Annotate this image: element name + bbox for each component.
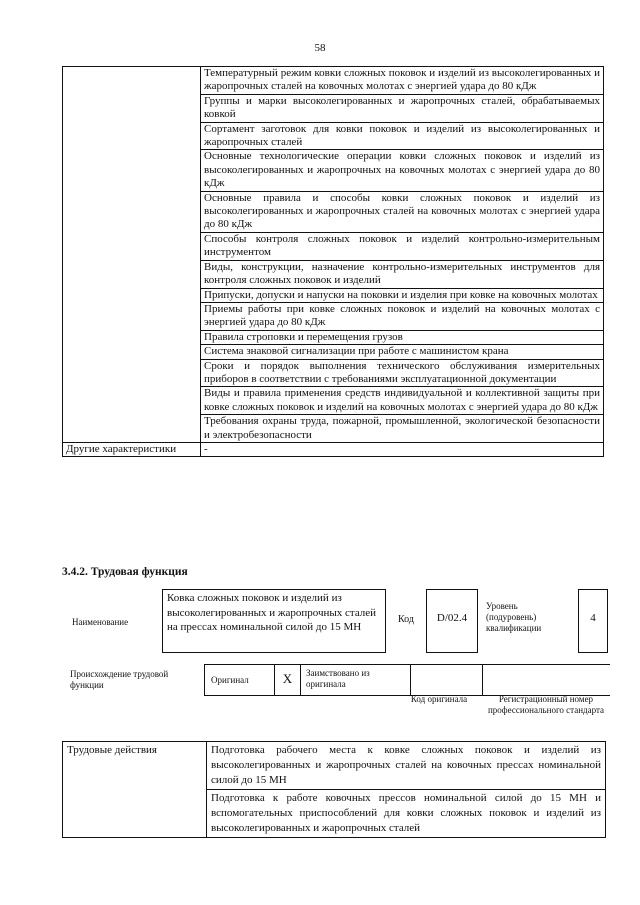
- empty-label-cell: [63, 67, 201, 443]
- level-label: Уровень (подуровень) квалификации: [486, 601, 542, 633]
- origin-label: Происхождение трудовой функции: [70, 669, 169, 690]
- labor-actions-label: Трудовые действия: [63, 742, 207, 838]
- code-original-cell: [410, 665, 482, 695]
- table-cell: Припуски, допуски и напуски на поковки и изделия при ковке на ковочных молотах: [201, 288, 604, 302]
- name-label: Наименование: [72, 617, 129, 627]
- table-row: [63, 742, 606, 790]
- origin-row: [204, 664, 610, 696]
- page-number: 58: [314, 42, 326, 54]
- table-cell: Виды, конструкции, назначение контрольно-измерительных инструментов для контроля сложных поковок и изделий: [201, 260, 604, 288]
- table-cell: Сроки и порядок выполнения технического обслуживания измерительных приборов в соответствии с требованиями эксплуатационной документации: [201, 359, 604, 387]
- table-cell: Система знаковой сигнализации при работе с машинистом крана: [201, 345, 604, 359]
- other-characteristics-value: -: [201, 442, 604, 456]
- table-cell: Подготовка к работе ковочных прессов номинальной силой до 15 МН и вспомогательных приспособлений для ковки сложных поковок и изделий из высоколегированных и жаропрочных сталей: [207, 790, 606, 838]
- labor-actions-table: [62, 741, 606, 838]
- reg-number-caption: Регистрационный номер профессионального стандарта: [487, 694, 605, 715]
- other-characteristics-label: Другие характеристики: [63, 442, 201, 456]
- table-cell: Сортамент заготовок для ковки поковок и изделий из высоколегированных и жаропрочных сталей: [201, 122, 604, 150]
- table-cell: Приемы работы при ковке сложных поковок и изделий на ковочных молотах с энергией удара до 80 кДж: [201, 302, 604, 330]
- table-cell: Требования охраны труда, пожарной, промышленной, экологической безопасности и электробезопасности: [201, 415, 604, 443]
- code-label: Код: [398, 614, 414, 625]
- table-cell: Температурный режим ковки сложных поковок и изделий из высоколегированных и жаропрочных сталей на ковочных молотах с энергией удара до 80 кДж: [201, 67, 604, 95]
- table-row: [63, 442, 604, 456]
- function-name: Ковка сложных поковок и изделий из высоколегированных и жаропрочных сталей на прессах номинальной силой до 15 МН: [162, 589, 386, 653]
- table-cell: Способы контроля сложных поковок и изделий контрольно-измерительным инструментом: [201, 232, 604, 260]
- code-original-caption: Код оригинала: [410, 694, 468, 704]
- section-title: 3.4.2. Трудовая функция: [62, 566, 188, 578]
- table-cell: Подготовка рабочего места к ковке сложных поковок и изделий из высоколегированных и жаропрочных сталей на ковочных прессах номинальной силой до 15 МН: [207, 742, 606, 790]
- borrowed-label: Заимствовано из оригинала: [306, 668, 370, 689]
- table-cell: Правила строповки и перемещения грузов: [201, 330, 604, 344]
- original-cell: [204, 665, 274, 695]
- table-cell: Основные технологические операции ковки сложных поковок и изделий из высоколегированных и жаропрочных на ковочных молотах с энергией удара до 80 кДж: [201, 150, 604, 191]
- reg-number-cell: [482, 665, 610, 695]
- original-mark: X: [274, 665, 300, 695]
- function-code: D/02.4: [426, 589, 478, 653]
- qualification-level: 4: [578, 589, 608, 653]
- table-cell: Основные правила и способы ковки сложных поковок и изделий из высоколегированных и жаропрочных сталей на ковочных молотах с энергией удара до 80 кДж: [201, 191, 604, 232]
- table-cell: Группы и марки высоколегированных и жаропрочных сталей, обрабатываемых ковкой: [201, 94, 604, 122]
- knowledge-table: [62, 66, 604, 457]
- table-row: [63, 67, 604, 95]
- borrowed-cell: [300, 665, 410, 695]
- original-label: Оригинал: [211, 675, 249, 685]
- table-cell: Виды и правила применения средств индивидуальной и коллективной защиты при ковке сложных поковок и изделий на ковочных молотах с энергией удара до 80 кДж: [201, 387, 604, 415]
